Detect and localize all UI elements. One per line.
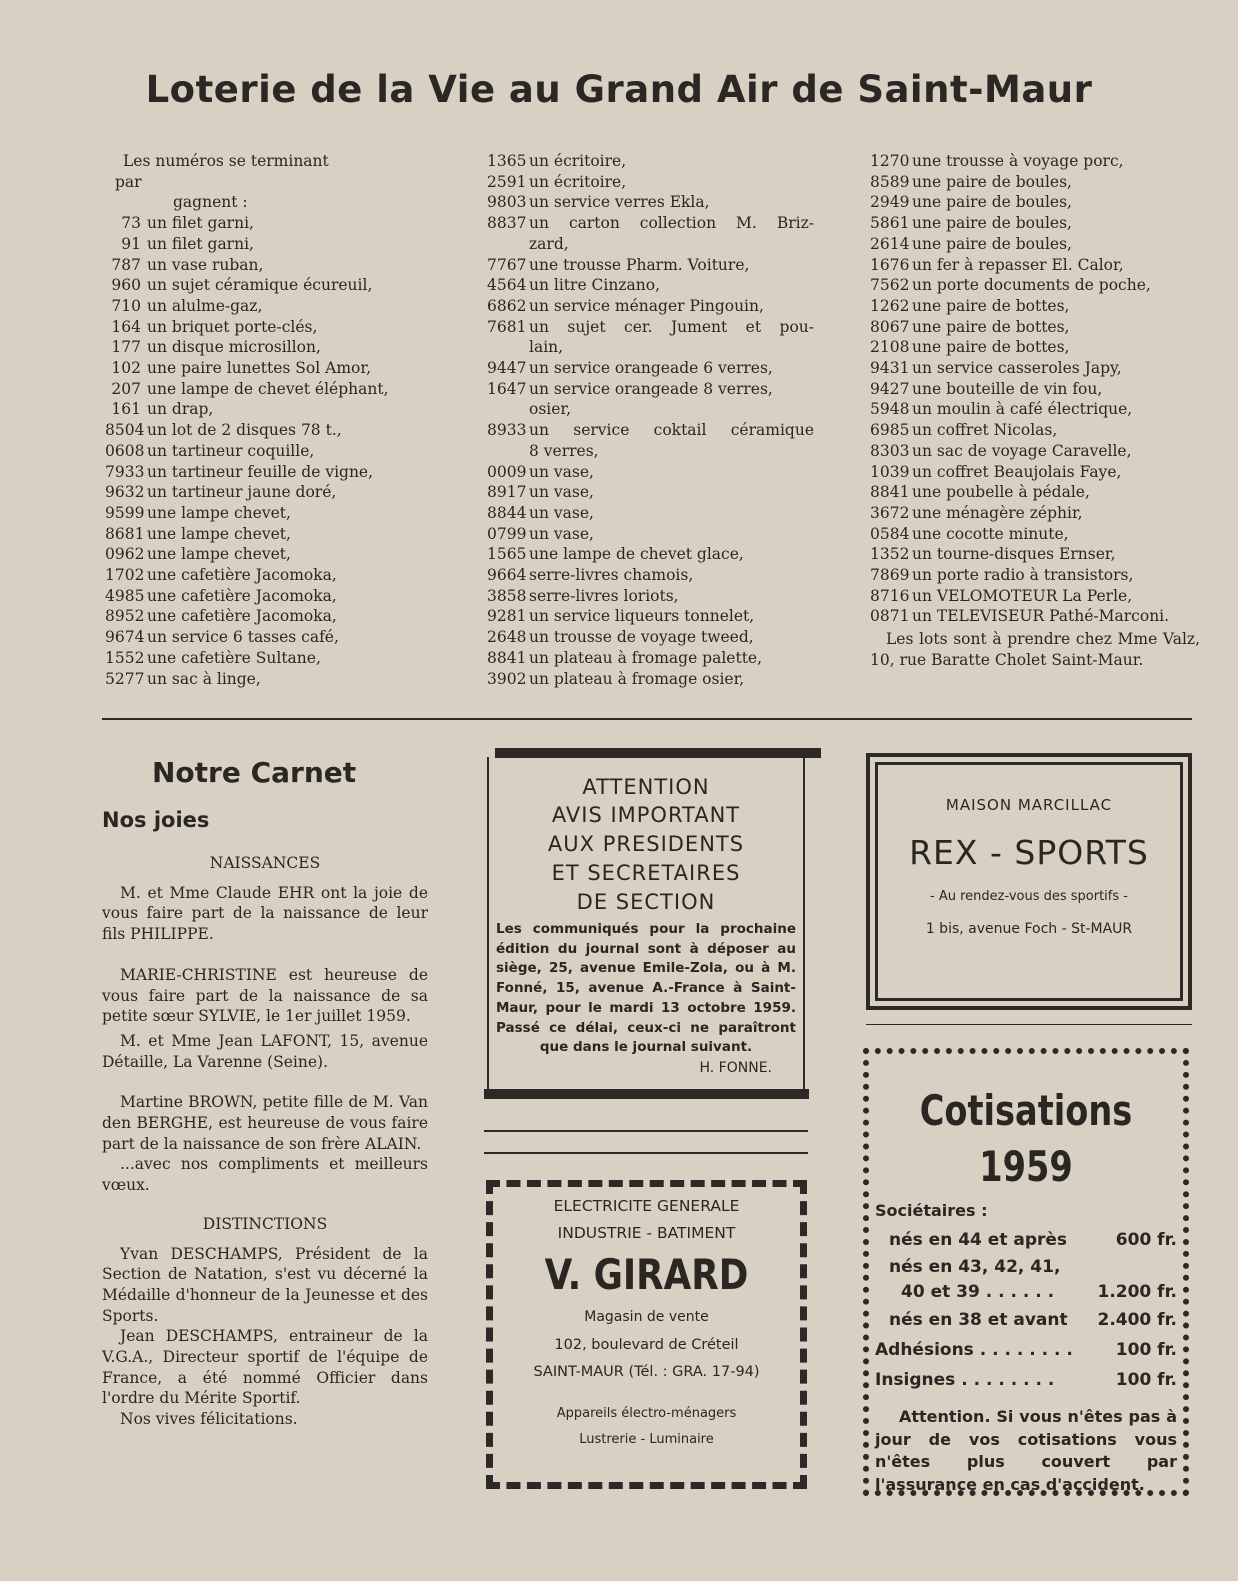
prize-list	[870, 151, 1200, 627]
fee-value: 600 fr.	[1115, 1230, 1177, 1250]
prize-text: osier,	[529, 400, 572, 419]
prize-text: une lampe de chevet éléphant,	[147, 379, 389, 398]
prize-text: une paire de bottes,	[912, 296, 1070, 315]
prize-row	[487, 337, 814, 358]
ticket-number: 9431	[870, 359, 910, 378]
prize-text: une trousse à voyage porc,	[912, 152, 1124, 170]
prize-text: un porte radio à transistors,	[912, 566, 1134, 585]
prize-text: une bouteille de vin fou,	[912, 379, 1103, 398]
box-bar	[484, 1089, 809, 1099]
prize-text: un tartineur coquille,	[147, 441, 315, 460]
prize-row	[487, 234, 814, 255]
prize-text: un service orangeade 8 verres,	[529, 379, 773, 398]
prize-row	[487, 606, 814, 627]
prize-text: un service liqueurs tonnelet,	[529, 607, 755, 626]
prize-row	[870, 172, 1200, 193]
ticket-number: 7681	[487, 317, 527, 336]
prize-row	[105, 627, 425, 648]
attention-signature: H. FONNE.	[699, 1059, 772, 1076]
intro-line: Les numéros se terminant	[123, 152, 329, 170]
distinction-notice: Jean DESCHAMPS, entraineur de la V.G.A., Directeur sportif de l'équipe de France, a été nommé Officier dans l'ordre du Mérite Sportif.	[102, 1327, 428, 1408]
blank-line	[484, 1152, 808, 1154]
prize-text: un vase,	[529, 462, 594, 481]
prize-row	[487, 213, 814, 234]
prize-text: un sujet céramique écureuil,	[147, 276, 373, 295]
prize-text: une cafetière Sultane,	[147, 648, 321, 667]
prize-row	[487, 586, 814, 607]
birth-notice: MARIE-CHRISTINE est heureuse de vous faire part de la naissance de sa petite sœur SYLVIE, le 1er juillet 1959.	[102, 965, 428, 1026]
ticket-number: 9447	[487, 359, 527, 378]
prize-text: un sac à linge,	[147, 669, 261, 688]
prize-text: une lampe de chevet glace,	[529, 545, 744, 564]
ticket-number: 1552	[105, 648, 145, 667]
attention-heading: ET SECRETAIRES	[551, 861, 741, 885]
prize-text: zard,	[529, 234, 569, 253]
attention-heading: ATTENTION	[582, 775, 710, 799]
ticket-number: 1702	[105, 566, 145, 585]
prize-row	[105, 524, 425, 545]
ticket-number: 8504	[105, 421, 145, 440]
fee-value: 2.400 fr.	[1097, 1310, 1177, 1330]
ticket-number: 9674	[105, 628, 145, 647]
ticket-number: 1565	[487, 545, 527, 564]
prize-text: une cafetière Jacomoka,	[147, 607, 337, 626]
ticket-number: 5277	[105, 669, 145, 688]
ticket-number: 8716	[870, 586, 910, 605]
ticket-number: 5861	[870, 214, 910, 233]
prize-text: un écritoire,	[529, 152, 627, 170]
prize-text: un plateau à fromage palette,	[529, 648, 763, 667]
prize-row	[487, 627, 814, 648]
prize-row	[870, 255, 1200, 276]
prize-text: une cafetière Jacomoka,	[147, 566, 337, 585]
girard-line: INDUSTRIE - BATIMENT	[557, 1224, 736, 1242]
ticket-number: 2614	[870, 234, 910, 253]
carnet-body	[102, 853, 428, 1430]
prize-text: un sac de voyage Caravelle,	[912, 441, 1132, 460]
fee-value: 1.200 fr.	[1097, 1282, 1177, 1302]
prize-row	[105, 296, 425, 317]
prize-text: un porte documents de poche,	[912, 276, 1151, 295]
prize-row	[870, 234, 1200, 255]
prize-text: un écritoire,	[529, 172, 627, 191]
ticket-number	[487, 234, 523, 255]
prize-text: un tartineur jaune doré,	[147, 483, 337, 502]
ticket-number: 1262	[870, 296, 910, 315]
ticket-number: 8841	[487, 648, 527, 667]
prize-row	[105, 317, 425, 338]
prize-row	[487, 524, 814, 545]
prize-row	[487, 399, 814, 420]
ticket-number: 2108	[870, 338, 910, 357]
prize-row	[105, 234, 425, 255]
prize-row	[105, 337, 425, 358]
prize-text: un service verres Ekla,	[529, 193, 710, 212]
lottery-column-3	[870, 151, 1200, 671]
girard-line: 102, boulevard de Créteil	[554, 1337, 739, 1353]
birth-notice: M. et Mme Jean LAFONT, 15, avenue Détaille, La Varenne (Seine).	[102, 1031, 428, 1071]
cotisations-content	[875, 1083, 1177, 1496]
ticket-number: 6862	[487, 296, 527, 315]
ticket-number: 8303	[870, 441, 910, 460]
ticket-number: 0962	[105, 545, 145, 564]
prize-text: une lampe chevet,	[147, 503, 291, 522]
girard-line: Appareils électro-ménagers	[556, 1406, 737, 1421]
prize-row	[487, 296, 814, 317]
ticket-number: 8681	[105, 524, 145, 543]
ticket-number: 7562	[870, 276, 910, 295]
prize-text: une cocotte minute,	[912, 524, 1069, 543]
prize-text: une cafetière Jacomoka,	[147, 586, 337, 605]
prize-text: lain,	[529, 338, 564, 357]
prize-row	[870, 399, 1200, 420]
prize-row	[105, 462, 425, 483]
lottery-column-1	[105, 151, 425, 689]
ticket-number: 1676	[870, 255, 910, 274]
prize-text: un TELEVISEUR Pathé-Marconi.	[912, 607, 1170, 626]
prize-text: un VELOMOTEUR La Perle,	[912, 586, 1133, 605]
ticket-number: 9803	[487, 193, 527, 212]
girard-line: Lustrerie - Luminaire	[579, 1432, 714, 1447]
prize-text: une lampe chevet,	[147, 545, 291, 564]
prize-text: un service orangeade 6 verres,	[529, 359, 773, 378]
birth-notice: Martine BROWN, petite fille de M. Van den BERGHE, est heureuse de vous faire part de la naissance de son frère ALAIN.	[102, 1093, 428, 1153]
closing-note: Nos vives félicitations.	[120, 1410, 298, 1429]
prize-row	[870, 379, 1200, 400]
prize-row	[105, 379, 425, 400]
prize-row	[105, 441, 425, 462]
prize-text: un filet garni,	[147, 234, 254, 253]
ticket-number: 8933	[487, 421, 527, 440]
prize-text: un carton collection M. Briz-	[529, 214, 814, 233]
attention-heading: AVIS IMPORTANT	[551, 803, 741, 827]
ticket-number	[487, 399, 523, 420]
ticket-number: 3858	[487, 586, 527, 605]
prize-text: un vase,	[529, 524, 594, 543]
ticket-number: 4985	[105, 586, 145, 605]
prize-text: serre-livres loriots,	[529, 586, 679, 605]
page-title: Loterie de la Vie au Grand Air de Saint-Maur	[145, 68, 1093, 111]
ticket-number: 0799	[487, 524, 527, 543]
ticket-number: 8589	[870, 172, 910, 191]
prize-row	[870, 482, 1200, 503]
prize-text: un trousse de voyage tweed,	[529, 628, 754, 647]
prize-row	[105, 586, 425, 607]
prize-row	[105, 420, 425, 441]
prize-list	[105, 213, 425, 689]
ticket-number: 207	[111, 379, 141, 398]
ticket-number: 710	[111, 296, 141, 315]
distinction-notice: Yvan DESCHAMPS, Président de la Section de Natation, s'est vu décerné la Médaille d'honneur de la Jeunesse et des Sports.	[102, 1244, 428, 1325]
prize-row	[870, 275, 1200, 296]
attention-heading: DE SECTION	[576, 890, 716, 914]
rex-name: REX - SPORTS	[909, 833, 1149, 872]
prize-row	[105, 213, 425, 234]
closing-note: Les lots sont à prendre chez Mme Valz, 10, rue Baratte Cholet Saint-Maur.	[870, 630, 1200, 669]
prize-text: un service coktail céramique	[529, 421, 814, 440]
ticket-number: 1647	[487, 379, 527, 398]
prize-text: une paire de boules,	[912, 214, 1072, 233]
prize-text: un vase,	[529, 503, 594, 522]
prize-text: un tourne-disques Ernser,	[912, 545, 1116, 564]
prize-row	[487, 172, 814, 193]
ticket-number: 0608	[105, 441, 145, 460]
prize-text: une ménagère zéphir,	[912, 503, 1083, 522]
ticket-number: 9281	[487, 607, 527, 626]
ticket-number: 73	[121, 214, 141, 233]
ticket-number: 1270	[870, 152, 910, 170]
ticket-number: 91	[121, 234, 141, 253]
cotisations-title: Cotisations 1959	[919, 1086, 1133, 1191]
girard-line: SAINT-MAUR (Tél. : GRA. 17-94)	[533, 1364, 760, 1380]
fee-label: Insignes . . . . . . . .	[875, 1370, 1055, 1390]
fee-row	[875, 1305, 1177, 1335]
prize-row	[105, 358, 425, 379]
prize-text: un plateau à fromage osier,	[529, 669, 745, 688]
ticket-number: 161	[111, 400, 141, 419]
ticket-number: 9599	[105, 503, 145, 522]
prize-text: un coffret Nicolas,	[912, 421, 1058, 440]
prize-row	[870, 524, 1200, 545]
prize-text: une poubelle à pédale,	[912, 483, 1090, 502]
birth-notice: M. et Mme Claude EHR ont la joie de vous faire part de la naissance de leur fils PHILIPPE.	[102, 883, 428, 944]
prize-row	[105, 255, 425, 276]
prize-row	[870, 192, 1200, 213]
intro-line: gagnent :	[173, 193, 248, 212]
prize-row	[487, 151, 814, 172]
prize-row	[487, 317, 814, 338]
prize-row	[870, 420, 1200, 441]
prize-text: une paire lunettes Sol Amor,	[147, 359, 371, 378]
ticket-number: 3902	[487, 669, 527, 688]
ticket-number: 7767	[487, 255, 527, 274]
ticket-number: 2949	[870, 193, 910, 212]
prize-text: une paire de boules,	[912, 172, 1072, 191]
girard-line: Magasin de vente	[584, 1309, 709, 1325]
ticket-number: 2648	[487, 628, 527, 647]
prize-row	[487, 441, 814, 462]
ticket-number	[487, 337, 523, 358]
prize-row	[487, 648, 814, 669]
prize-text: un vase ruban,	[147, 255, 264, 274]
ticket-number: 9632	[105, 483, 145, 502]
ticket-number: 3672	[870, 503, 910, 522]
lottery-column-2	[487, 151, 814, 689]
prize-text: un service 6 tasses café,	[147, 628, 339, 647]
prize-row	[487, 379, 814, 400]
ticket-number: 164	[111, 317, 141, 336]
prize-text: un lot de 2 disques 78 t.,	[147, 421, 342, 440]
prize-row	[870, 213, 1200, 234]
prize-row	[105, 606, 425, 627]
ticket-number: 177	[111, 338, 141, 357]
ticket-number: 6985	[870, 421, 910, 440]
prize-text: un briquet porte-clés,	[147, 317, 318, 336]
prize-text: une trousse Pharm. Voiture,	[529, 255, 750, 274]
ticket-number: 1039	[870, 462, 910, 481]
girard-name: V. GIRARD	[544, 1250, 749, 1299]
ticket-number: 2591	[487, 172, 527, 191]
ticket-number: 787	[111, 255, 141, 274]
rex-line: - Au rendez-vous des sportifs -	[930, 889, 1128, 904]
ticket-number: 8844	[487, 503, 527, 522]
girard-line: ELECTRICITE GENERALE	[553, 1197, 740, 1215]
rex-line: 1 bis, avenue Foch - St-MAUR	[925, 921, 1133, 937]
ticket-number: 8917	[487, 483, 527, 502]
prize-text: un coffret Beaujolais Faye,	[912, 462, 1122, 481]
prize-row	[870, 441, 1200, 462]
prize-text: une paire de boules,	[912, 234, 1072, 253]
ticket-number: 8952	[105, 607, 145, 626]
ticket-number: 1352	[870, 545, 910, 564]
fee-row	[875, 1279, 1177, 1305]
prize-text: un service casseroles Japy,	[912, 359, 1122, 378]
prize-text: serre-livres chamois,	[529, 566, 694, 585]
ticket-number: 0009	[487, 462, 527, 481]
cotisations-note: Attention. Si vous n'êtes pas à jour de vos cotisations vous n'êtes plus couvert par l'assurance en cas d'accident.	[875, 1407, 1177, 1494]
prize-text: un alulme-gaz,	[147, 296, 263, 315]
prize-row	[487, 420, 814, 441]
rex-content	[880, 796, 1178, 937]
prize-row	[487, 544, 814, 565]
fee-row	[875, 1335, 1177, 1365]
prize-row	[870, 317, 1200, 338]
ticket-number	[487, 441, 523, 462]
birth-notice: ...avec nos compliments et meilleurs vœux.	[102, 1155, 428, 1195]
attention-heading: AUX PRESIDENTS	[547, 832, 745, 856]
societaires-label: Sociétaires :	[875, 1201, 988, 1220]
ticket-number: 9427	[870, 379, 910, 398]
prize-row	[105, 503, 425, 524]
fee-value: 100 fr.	[1115, 1340, 1177, 1360]
prize-text: un moulin à café électrique,	[912, 400, 1133, 419]
prize-row	[487, 482, 814, 503]
prize-text: un filet garni,	[147, 214, 254, 233]
ticket-number: 8067	[870, 317, 910, 336]
prize-list	[487, 151, 814, 689]
prize-row	[487, 565, 814, 586]
prize-row	[487, 358, 814, 379]
ticket-number: 4564	[487, 276, 527, 295]
prize-row	[487, 669, 814, 690]
prize-text: une paire de boules,	[912, 193, 1072, 212]
ticket-number: 9664	[487, 566, 527, 585]
prize-row	[105, 544, 425, 565]
prize-row	[870, 503, 1200, 524]
prize-row	[870, 586, 1200, 607]
fee-label: nés en 44 et après	[889, 1230, 1068, 1250]
ticket-number: 7869	[870, 566, 910, 585]
carnet-title: Notre Carnet	[152, 756, 357, 789]
attention-content	[490, 773, 802, 1076]
prize-row	[105, 565, 425, 586]
ticket-number: 1365	[487, 152, 527, 170]
prize-row	[105, 648, 425, 669]
prize-row	[870, 337, 1200, 358]
prize-row	[487, 462, 814, 483]
ticket-number: 960	[111, 276, 141, 295]
prize-row	[487, 503, 814, 524]
prize-text: un service ménager Pingouin,	[529, 296, 764, 315]
prize-row	[870, 151, 1200, 172]
intro-line: par	[115, 172, 142, 191]
blank-line	[866, 1024, 1192, 1025]
prize-text: un drap,	[147, 400, 214, 419]
prize-text: un vase,	[529, 483, 594, 502]
fee-row	[875, 1225, 1177, 1255]
fee-row	[875, 1365, 1177, 1395]
fee-value: 100 fr.	[1115, 1370, 1177, 1390]
prize-text: une paire de bottes,	[912, 317, 1070, 336]
prize-text: un tartineur feuille de vigne,	[147, 462, 374, 481]
fee-label: nés en 38 et avant	[889, 1310, 1068, 1330]
attention-body: Les communiqués pour la prochaine édition du journal sont à déposer au siège, 25, avenue Emile-Zola, ou à M. Fonné, 15, avenue A.-France à Saint-Maur, pour le mardi 13 octobre 1959. Passé ce délai, ceux-ci ne paraîtront que dans le journal suivant.	[496, 921, 796, 1056]
prize-row	[487, 192, 814, 213]
prize-text: 8 verres,	[529, 441, 599, 460]
blank-line	[484, 1130, 808, 1132]
ticket-number: 0584	[870, 524, 910, 543]
prize-row	[870, 606, 1200, 627]
prize-text: un litre Cinzano,	[529, 276, 660, 295]
prize-row	[105, 275, 425, 296]
prize-row	[870, 565, 1200, 586]
fee-label: nés en 43, 42, 41,	[889, 1257, 1061, 1277]
ticket-number: 0871	[870, 607, 910, 626]
distinctions-heading: DISTINCTIONS	[202, 1214, 328, 1233]
prize-row	[105, 669, 425, 690]
ticket-number: 102	[111, 359, 141, 378]
ticket-number: 8837	[487, 214, 527, 233]
fee-label: 40 et 39 . . . . . .	[901, 1282, 1055, 1302]
prize-row	[870, 358, 1200, 379]
prize-row	[870, 544, 1200, 565]
prize-row	[870, 462, 1200, 483]
prize-text: un fer à repasser El. Calor,	[912, 255, 1124, 274]
prize-row	[105, 482, 425, 503]
girard-content	[493, 1193, 800, 1453]
prize-row	[870, 296, 1200, 317]
prize-row	[487, 255, 814, 276]
ticket-number: 7933	[105, 462, 145, 481]
prize-row	[487, 275, 814, 296]
ticket-number: 8841	[870, 483, 910, 502]
carnet-subtitle: Nos joies	[102, 808, 210, 832]
ticket-number: 5948	[870, 400, 910, 419]
naissances-heading: NAISSANCES	[209, 854, 321, 872]
rex-line: MAISON MARCILLAC	[945, 796, 1113, 814]
prize-text: un disque microsillon,	[147, 338, 321, 357]
section-divider	[102, 718, 1192, 720]
prize-text: une lampe chevet,	[147, 524, 291, 543]
prize-row	[105, 399, 425, 420]
prize-text: une paire de bottes,	[912, 338, 1070, 357]
prize-text: un sujet cer. Jument et pou-	[529, 317, 814, 336]
fee-label: Adhésions . . . . . . . .	[875, 1340, 1073, 1360]
